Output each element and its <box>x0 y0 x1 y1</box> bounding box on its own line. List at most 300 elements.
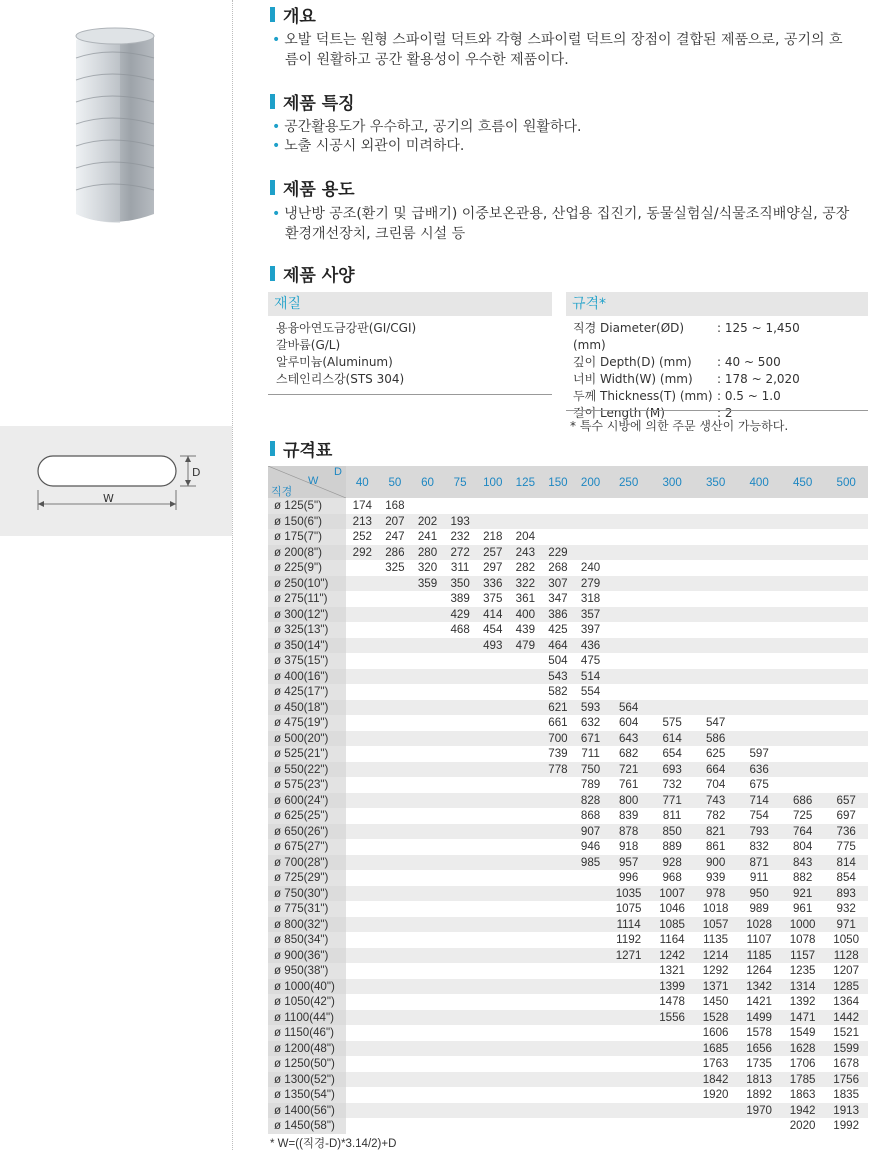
width-cell: 893 <box>824 886 868 902</box>
column-header: 500 <box>824 466 868 498</box>
width-cell: 1192 <box>616 933 642 947</box>
width-cell <box>650 1072 694 1088</box>
table-row <box>268 669 868 685</box>
width-cell <box>411 1103 444 1119</box>
width-cell <box>444 1056 477 1072</box>
width-cell: 671 <box>574 731 607 747</box>
width-cell: 1035 <box>607 886 651 902</box>
left-column <box>0 0 232 1150</box>
width-cell <box>824 560 868 576</box>
table-row <box>268 917 868 933</box>
width-cell: 1478 <box>659 995 686 1009</box>
table-header-row <box>268 466 868 498</box>
size-label: 직경 Diameter(ØD) (mm) <box>573 321 685 352</box>
width-cell: 439 <box>515 623 536 637</box>
width-cell: 1078 <box>789 933 816 947</box>
width-cell <box>444 777 477 793</box>
width-cell <box>379 855 412 871</box>
width-cell: 168 <box>385 499 405 513</box>
size-label: 너비 Width(W) (mm) <box>573 372 693 386</box>
width-cell <box>411 700 444 716</box>
corner-d-label: D <box>334 466 342 478</box>
section-bar-icon <box>270 266 275 281</box>
width-cell <box>650 498 694 514</box>
width-cell: 682 <box>618 747 639 761</box>
width-cell <box>476 932 509 948</box>
width-cell: 204 <box>515 530 536 544</box>
width-cell: 425 <box>548 623 568 637</box>
width-cell <box>411 777 444 793</box>
width-cell <box>379 1118 412 1134</box>
width-cell <box>607 994 651 1010</box>
width-cell: 693 <box>650 762 694 778</box>
table-row <box>268 684 868 700</box>
width-cell <box>444 839 477 855</box>
overview-title-text: 개요 <box>283 7 316 27</box>
size-value: : 178 ~ 2,020 <box>717 372 800 386</box>
width-cell: 1521 <box>833 1026 860 1040</box>
width-cell <box>574 1103 607 1119</box>
width-cell <box>650 514 694 530</box>
width-cell <box>694 700 738 716</box>
width-cell <box>824 576 868 592</box>
width-cell <box>824 746 868 762</box>
width-cell <box>607 653 651 669</box>
width-cell <box>607 576 651 592</box>
width-cell: 632 <box>580 716 601 730</box>
table-row <box>268 560 868 576</box>
width-cell: 1157 <box>781 948 825 964</box>
width-cell <box>346 839 379 855</box>
table-row <box>268 901 868 917</box>
width-cell <box>694 529 738 545</box>
width-cell <box>476 514 509 530</box>
width-cell <box>694 545 738 561</box>
row-diameter-label: ø 150(6") <box>268 514 346 530</box>
row-diameter-label: ø 550(22") <box>268 762 346 778</box>
width-cell <box>444 994 477 1010</box>
column-header: 450 <box>781 466 825 498</box>
width-cell: 1028 <box>737 917 781 933</box>
width-cell <box>411 1010 444 1026</box>
table-row <box>268 576 868 592</box>
width-cell <box>411 653 444 669</box>
width-cell <box>607 1041 651 1057</box>
width-cell: 361 <box>515 592 536 606</box>
width-cell: 297 <box>483 561 503 575</box>
row-diameter-label: ø 675(27") <box>268 839 346 855</box>
width-cell: 989 <box>749 902 769 916</box>
width-cell <box>379 762 412 778</box>
section-bar-icon <box>270 94 275 109</box>
width-cell <box>607 560 651 576</box>
width-cell <box>346 1072 379 1088</box>
width-cell <box>542 1056 575 1072</box>
width-cell <box>607 669 651 685</box>
width-cell: 1421 <box>746 995 773 1009</box>
width-cell <box>509 1072 542 1088</box>
width-cell <box>346 886 379 902</box>
width-cell: 1057 <box>694 917 738 933</box>
width-cell <box>411 932 444 948</box>
width-cell <box>476 1041 509 1057</box>
width-cell <box>346 963 379 979</box>
overview-line-2: 름이 원활하고 공간 활용성이 우수한 제품이다. <box>285 52 569 68</box>
width-cell: 1235 <box>789 964 816 978</box>
width-cell <box>509 1056 542 1072</box>
uses-line-2: 환경개선장치, 크린룸 시설 등 <box>285 226 466 242</box>
column-header: 50 <box>379 466 412 498</box>
width-cell <box>476 979 509 995</box>
width-cell <box>781 591 825 607</box>
row-diameter-label: ø 650(26") <box>268 824 346 840</box>
overview-title <box>270 2 316 27</box>
column-header: 200 <box>574 466 607 498</box>
width-cell <box>411 731 444 747</box>
material-item: 알루미늄(Aluminum) <box>276 355 393 369</box>
width-cell <box>346 653 379 669</box>
table-row <box>268 1056 868 1072</box>
width-cell: 614 <box>650 731 694 747</box>
width-cell <box>444 793 477 809</box>
width-cell <box>650 622 694 638</box>
width-cell: 1018 <box>702 902 729 916</box>
spec-note: * 특수 시방에 의한 주문 생산이 가능하다. <box>570 419 789 433</box>
width-cell: 322 <box>509 576 542 592</box>
width-cell: 1685 <box>694 1041 738 1057</box>
width-cell: 397 <box>580 623 601 637</box>
width-cell <box>509 653 542 669</box>
width-cell <box>476 808 509 824</box>
width-cell <box>694 669 738 685</box>
dimension-diagram <box>0 426 232 536</box>
width-cell <box>607 1103 651 1119</box>
width-cell <box>411 1087 444 1103</box>
row-diameter-label: ø 450(18") <box>268 700 346 716</box>
section-bar-icon <box>270 7 275 22</box>
width-cell: 1920 <box>702 1088 729 1102</box>
width-cell <box>411 762 444 778</box>
width-cell <box>824 762 868 778</box>
width-cell: 714 <box>737 793 781 809</box>
width-cell <box>781 638 825 654</box>
width-cell: 789 <box>580 778 601 792</box>
width-cell <box>694 591 738 607</box>
width-cell: 968 <box>662 871 682 885</box>
width-cell: 543 <box>542 669 575 685</box>
width-cell <box>694 560 738 576</box>
width-cell <box>574 514 607 530</box>
d-dimension-label: D <box>192 466 201 479</box>
width-cell <box>476 1072 509 1088</box>
overview-line-1: 오발 덕트는 원형 스파이럴 덕트와 각형 스파이럴 덕트의 장점이 결합된 제품으로, 공기의 흐 <box>284 32 843 48</box>
width-cell <box>542 777 575 793</box>
width-cell <box>476 700 509 716</box>
width-cell <box>542 498 575 514</box>
width-cell <box>379 715 412 731</box>
table-row <box>268 514 868 530</box>
width-cell: 325 <box>385 561 405 575</box>
width-cell <box>781 545 825 561</box>
oval-duct-image <box>50 18 180 236</box>
width-cell: 1214 <box>694 948 738 964</box>
width-cell: 625 <box>705 747 726 761</box>
width-cell <box>346 715 379 731</box>
width-cell <box>476 669 509 685</box>
width-cell <box>444 700 477 716</box>
width-cell: 292 <box>346 545 379 561</box>
width-cell <box>607 622 651 638</box>
width-cell: 950 <box>737 886 781 902</box>
width-cell <box>411 870 444 886</box>
width-cell: 232 <box>450 530 470 544</box>
width-cell <box>379 622 412 638</box>
width-cell: 207 <box>379 514 412 530</box>
width-cell <box>509 731 542 747</box>
width-cell <box>379 886 412 902</box>
width-cell <box>509 963 542 979</box>
row-diameter-label: ø 250(10") <box>268 576 346 592</box>
width-cell <box>574 917 607 933</box>
width-cell <box>379 793 412 809</box>
width-cell <box>379 901 412 917</box>
width-cell: 218 <box>483 530 503 544</box>
width-cell <box>509 824 542 840</box>
width-cell <box>379 1025 412 1041</box>
width-cell: 1706 <box>789 1057 816 1071</box>
width-cell <box>476 715 509 731</box>
width-cell: 1678 <box>833 1057 860 1071</box>
width-cell <box>574 963 607 979</box>
uses-text: • 냉난방 공조(환기 및 급배기) 이중보온관용, 산업용 집진기, 동물실험실/식물조직배양실, 공장 <box>272 206 850 222</box>
w-dimension-label: W <box>103 492 114 505</box>
table-row <box>268 607 868 623</box>
table-row <box>268 793 868 809</box>
width-cell <box>542 1025 575 1041</box>
table-row <box>268 731 868 747</box>
width-cell <box>737 731 781 747</box>
width-cell <box>650 669 694 685</box>
column-header: 300 <box>650 466 694 498</box>
width-cell: 1392 <box>789 995 816 1009</box>
size-list <box>573 320 800 422</box>
row-diameter-label: ø 1100(44") <box>268 1010 346 1026</box>
width-cell: 828 <box>574 793 607 809</box>
width-cell: 1499 <box>737 1010 781 1026</box>
table-row <box>268 777 868 793</box>
uses-title-text: 제품 용도 <box>283 180 355 200</box>
width-cell <box>781 576 825 592</box>
width-cell <box>574 994 607 1010</box>
width-cell: 357 <box>574 607 607 623</box>
width-cell <box>411 793 444 809</box>
table-row <box>268 638 868 654</box>
width-cell <box>737 576 781 592</box>
width-cell <box>379 638 412 654</box>
width-cell <box>542 963 575 979</box>
width-cell: 804 <box>792 840 813 854</box>
width-cell: 1756 <box>824 1072 868 1088</box>
width-cell: 475 <box>580 654 601 668</box>
uses-title <box>270 175 355 200</box>
width-cell <box>346 1056 379 1072</box>
width-cell <box>574 1056 607 1072</box>
width-cell <box>781 746 825 762</box>
width-cell: 889 <box>662 840 682 854</box>
column-divider <box>232 0 233 1150</box>
width-cell <box>574 1087 607 1103</box>
width-cell <box>650 1103 694 1119</box>
width-cell <box>694 684 738 700</box>
width-cell: 957 <box>607 855 651 871</box>
width-cell: 1399 <box>650 979 694 995</box>
width-cell: 793 <box>737 824 781 840</box>
width-cell <box>379 700 412 716</box>
width-cell <box>574 498 607 514</box>
width-cell <box>737 653 781 669</box>
width-cell: 604 <box>618 716 639 730</box>
width-cell <box>411 1025 444 1041</box>
width-cell: 732 <box>662 778 682 792</box>
table-row <box>268 746 868 762</box>
row-diameter-label: ø 1150(46") <box>268 1025 346 1041</box>
width-cell <box>411 1118 444 1134</box>
width-cell <box>737 607 781 623</box>
width-cell <box>824 607 868 623</box>
width-cell <box>411 979 444 995</box>
row-diameter-label: ø 750(30") <box>268 886 346 902</box>
width-cell <box>509 1103 542 1119</box>
width-cell: 1128 <box>824 948 868 964</box>
width-cell <box>379 932 412 948</box>
width-cell <box>476 746 509 762</box>
width-cell: 907 <box>574 824 607 840</box>
features-title <box>270 89 355 114</box>
width-cell <box>476 948 509 964</box>
width-cell <box>737 498 781 514</box>
row-diameter-label: ø 1350(54") <box>268 1087 346 1103</box>
width-cell: 871 <box>737 855 781 871</box>
width-cell <box>509 777 542 793</box>
width-cell <box>509 715 542 731</box>
width-cell <box>694 638 738 654</box>
width-cell: 1314 <box>781 979 825 995</box>
width-cell <box>509 793 542 809</box>
material-list <box>276 320 416 388</box>
width-cell <box>737 715 781 731</box>
width-cell: 1442 <box>824 1010 868 1026</box>
width-cell <box>444 963 477 979</box>
width-cell: 778 <box>542 762 575 778</box>
width-cell <box>542 824 575 840</box>
width-cell <box>476 1087 509 1103</box>
column-header: 400 <box>737 466 781 498</box>
row-diameter-label: ø 1200(48") <box>268 1041 346 1057</box>
width-cell: 493 <box>476 638 509 654</box>
width-cell <box>346 901 379 917</box>
width-cell: 436 <box>574 638 607 654</box>
width-cell <box>411 1056 444 1072</box>
width-cell <box>379 1056 412 1072</box>
width-cell: 978 <box>694 886 738 902</box>
width-cell: 843 <box>781 855 825 871</box>
width-cell: 386 <box>542 607 575 623</box>
width-cell <box>542 855 575 871</box>
width-cell <box>650 607 694 623</box>
width-cell <box>346 808 379 824</box>
width-cell <box>379 839 412 855</box>
width-cell <box>476 498 509 514</box>
row-diameter-label: ø 225(9") <box>268 560 346 576</box>
width-cell <box>607 514 651 530</box>
width-cell <box>574 545 607 561</box>
width-cell <box>542 932 575 948</box>
width-cell <box>542 917 575 933</box>
width-cell <box>411 638 444 654</box>
table-row <box>268 979 868 995</box>
width-cell: 1321 <box>659 964 686 978</box>
width-cell <box>542 979 575 995</box>
uses-text-cont <box>285 224 465 244</box>
width-cell <box>476 1010 509 1026</box>
width-cell: 247 <box>385 530 405 544</box>
width-cell: 921 <box>781 886 825 902</box>
width-cell <box>476 994 509 1010</box>
material-divider <box>268 394 552 395</box>
width-cell <box>346 560 379 576</box>
width-cell <box>607 529 651 545</box>
width-cell: 454 <box>483 623 503 637</box>
width-cell <box>650 591 694 607</box>
width-cell <box>607 1010 651 1026</box>
width-cell <box>650 560 694 576</box>
width-cell <box>346 1087 379 1103</box>
table-row <box>268 1072 868 1088</box>
width-cell <box>411 607 444 623</box>
width-cell: 1606 <box>702 1026 729 1040</box>
width-cell: 464 <box>542 638 575 654</box>
width-cell: 504 <box>548 654 568 668</box>
width-cell <box>737 591 781 607</box>
width-cell <box>509 1041 542 1057</box>
width-cell <box>411 886 444 902</box>
width-formula: * W=((직경-D)*3.14/2)+D <box>270 1138 397 1150</box>
width-cell <box>346 1118 379 1134</box>
width-cell: 743 <box>694 793 738 809</box>
width-cell <box>607 1056 651 1072</box>
width-cell: 554 <box>580 685 601 699</box>
table-row <box>268 529 868 545</box>
width-cell: 1785 <box>781 1072 825 1088</box>
size-label: 깊이 Depth(D) (mm) <box>573 355 692 369</box>
width-cell <box>737 529 781 545</box>
size-label: 두께 Thickness(T) (mm) <box>573 389 713 403</box>
width-cell <box>824 529 868 545</box>
width-cell <box>607 498 651 514</box>
width-cell <box>509 917 542 933</box>
width-cell <box>346 1025 379 1041</box>
row-diameter-label: ø 525(21") <box>268 746 346 762</box>
width-cell: 1813 <box>737 1072 781 1088</box>
width-cell: 832 <box>749 840 769 854</box>
width-cell <box>444 762 477 778</box>
width-cell: 243 <box>509 545 542 561</box>
width-cell: 1892 <box>746 1088 773 1102</box>
width-cell <box>379 808 412 824</box>
width-cell <box>574 1025 607 1041</box>
width-cell <box>346 591 379 607</box>
width-cell <box>650 1041 694 1057</box>
